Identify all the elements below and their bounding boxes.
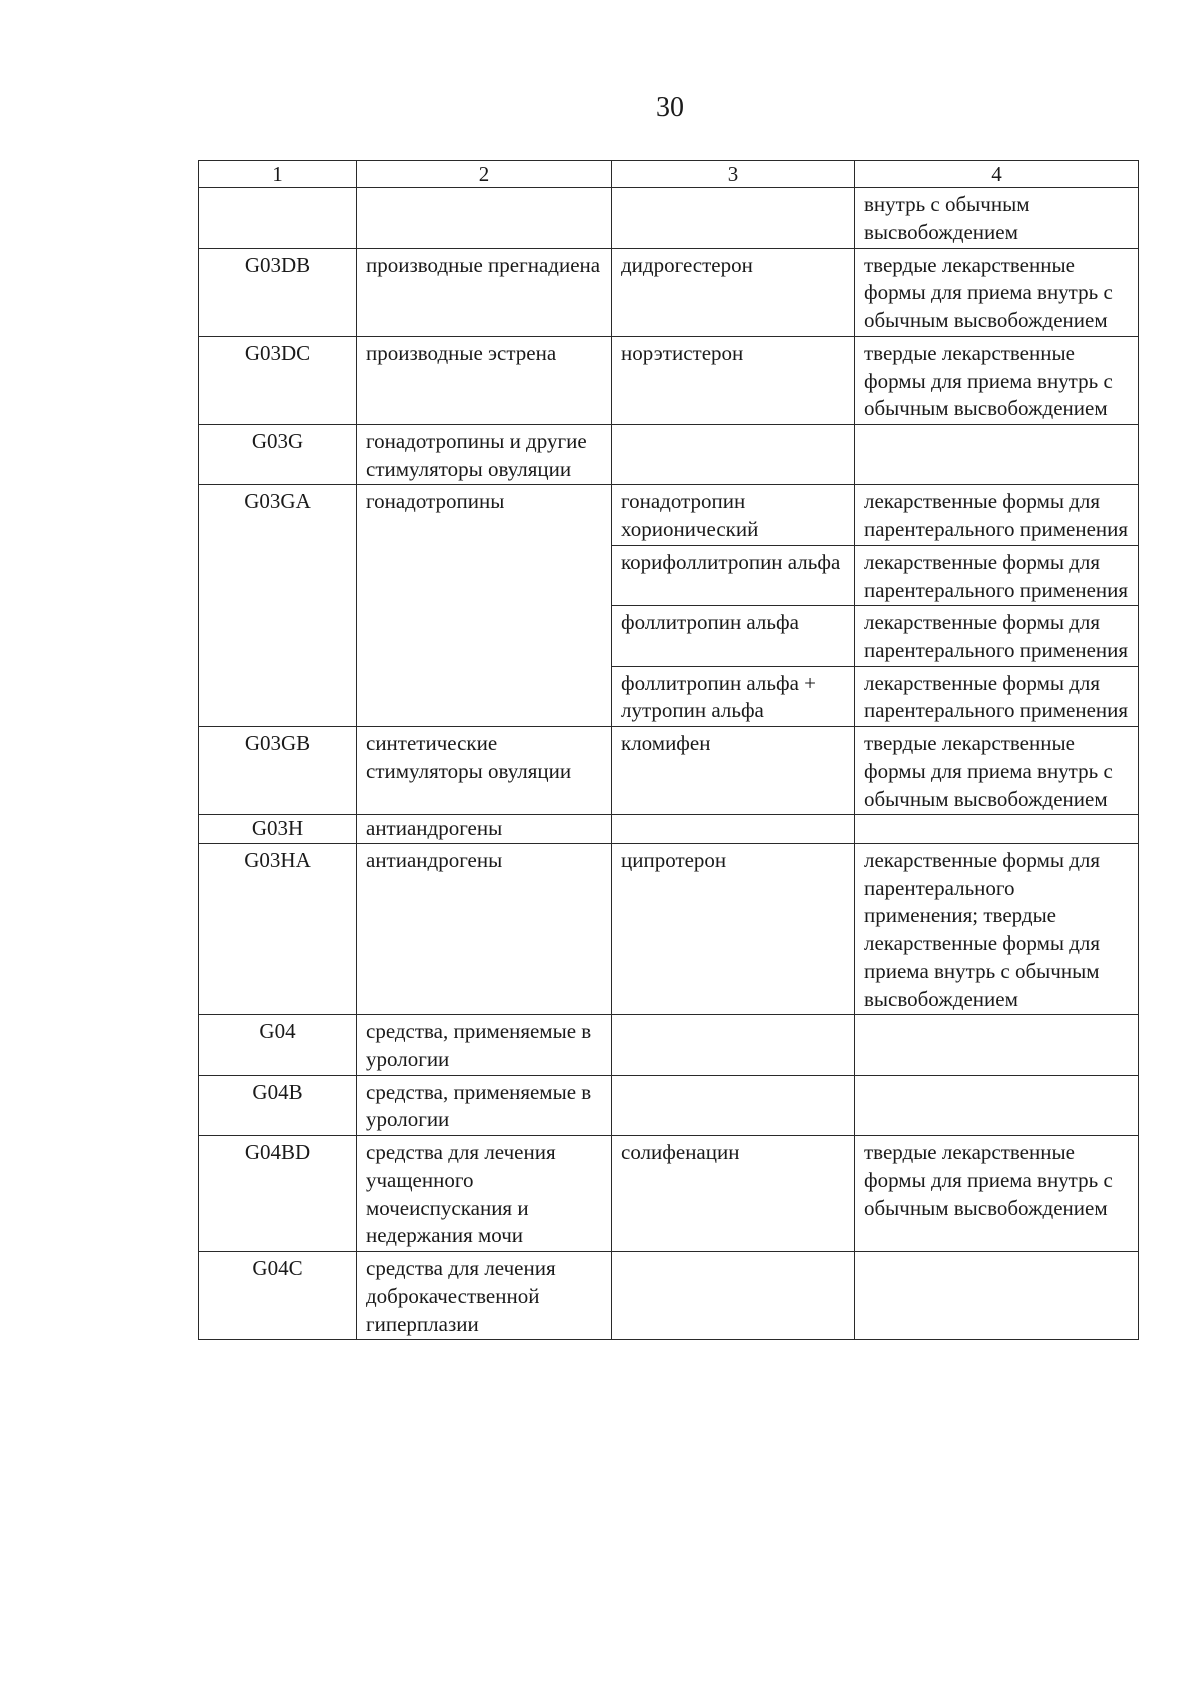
substance-cell: [612, 424, 855, 484]
substance-cell: [612, 1075, 855, 1135]
substance-cell: [612, 815, 855, 844]
atc-code-cell: G04B: [199, 1075, 357, 1135]
substance-cell: [612, 188, 855, 248]
substance-cell: дидрогестерон: [612, 248, 855, 336]
group-cell: средства для лечения доброкачественной гиперплазии: [357, 1252, 612, 1340]
group-cell: антиандрогены: [357, 844, 612, 1015]
dosage-form-cell: [855, 1015, 1139, 1075]
group-cell: средства, применяемые в урологии: [357, 1015, 612, 1075]
table-row: [199, 1136, 1139, 1252]
table-row: [199, 1252, 1139, 1340]
atc-code-cell: G04C: [199, 1252, 357, 1340]
substance-cell: гонадотропин хорионический: [612, 485, 855, 545]
table-row: [199, 1075, 1139, 1135]
group-cell: средства для лечения учащенного мочеиспускания и недержания мочи: [357, 1136, 612, 1252]
substance-cell: кломифен: [612, 727, 855, 815]
group-cell: гонадотропины: [357, 485, 612, 727]
substance-cell: солифенацин: [612, 1136, 855, 1252]
substance-cell: [612, 1015, 855, 1075]
table-header-row: [199, 161, 1139, 188]
atc-code-cell: G04BD: [199, 1136, 357, 1252]
dosage-form-cell: [855, 1075, 1139, 1135]
atc-code-cell: G03DC: [199, 336, 357, 424]
table-row: [199, 188, 1139, 248]
substance-cell: [612, 1252, 855, 1340]
table-row: [199, 485, 1139, 545]
table-row: [199, 424, 1139, 484]
atc-code-cell: G03DB: [199, 248, 357, 336]
atc-code-cell: G03H: [199, 815, 357, 844]
group-cell: гонадотропины и другие стимуляторы овуляции: [357, 424, 612, 484]
table-row: [199, 248, 1139, 336]
group-cell: антиандрогены: [357, 815, 612, 844]
table-row: [199, 336, 1139, 424]
dosage-form-cell: [855, 424, 1139, 484]
substance-cell: норэтистерон: [612, 336, 855, 424]
group-cell: [357, 188, 612, 248]
table-row: [199, 727, 1139, 815]
column-header-1: 1: [199, 161, 357, 188]
substance-cell: корифоллитропин альфа: [612, 545, 855, 605]
group-cell: производные прегнадиена: [357, 248, 612, 336]
column-header-4: 4: [855, 161, 1139, 188]
atc-code-cell: [199, 188, 357, 248]
atc-code-cell: G03GA: [199, 485, 357, 727]
dosage-form-cell: твердые лекарственные формы для приема внутрь с обычным высвобождением: [855, 336, 1139, 424]
group-cell: средства, применяемые в урологии: [357, 1075, 612, 1135]
atc-code-cell: G03GB: [199, 727, 357, 815]
dosage-form-cell: твердые лекарственные формы для приема внутрь с обычным высвобождением: [855, 727, 1139, 815]
drug-classification-table: [198, 160, 1139, 1340]
page-number: 30: [656, 92, 684, 123]
dosage-form-cell: [855, 815, 1139, 844]
atc-code-cell: G03G: [199, 424, 357, 484]
dosage-form-cell: лекарственные формы для парентерального применения: [855, 485, 1139, 545]
table-row: [199, 1015, 1139, 1075]
substance-cell: фоллитропин альфа + лутропин альфа: [612, 666, 855, 726]
substance-cell: ципротерон: [612, 844, 855, 1015]
dosage-form-cell: лекарственные формы для парентерального применения: [855, 606, 1139, 666]
table-row: [199, 815, 1139, 844]
group-cell: синтетические стимуляторы овуляции: [357, 727, 612, 815]
group-cell: производные эстрена: [357, 336, 612, 424]
table-row: [199, 844, 1139, 1015]
atc-code-cell: G04: [199, 1015, 357, 1075]
substance-cell: фоллитропин альфа: [612, 606, 855, 666]
dosage-form-cell: твердые лекарственные формы для приема внутрь с обычным высвобождением: [855, 248, 1139, 336]
dosage-form-cell: [855, 1252, 1139, 1340]
dosage-form-cell: внутрь с обычным высвобождением: [855, 188, 1139, 248]
dosage-form-cell: лекарственные формы для парентерального применения: [855, 545, 1139, 605]
dosage-form-cell: твердые лекарственные формы для приема внутрь с обычным высвобождением: [855, 1136, 1139, 1252]
dosage-form-cell: лекарственные формы для парентерального применения; твердые лекарственные формы для приема внутрь с обычным высвобождением: [855, 844, 1139, 1015]
atc-code-cell: G03HA: [199, 844, 357, 1015]
column-header-2: 2: [357, 161, 612, 188]
column-header-3: 3: [612, 161, 855, 188]
dosage-form-cell: лекарственные формы для парентерального применения: [855, 666, 1139, 726]
